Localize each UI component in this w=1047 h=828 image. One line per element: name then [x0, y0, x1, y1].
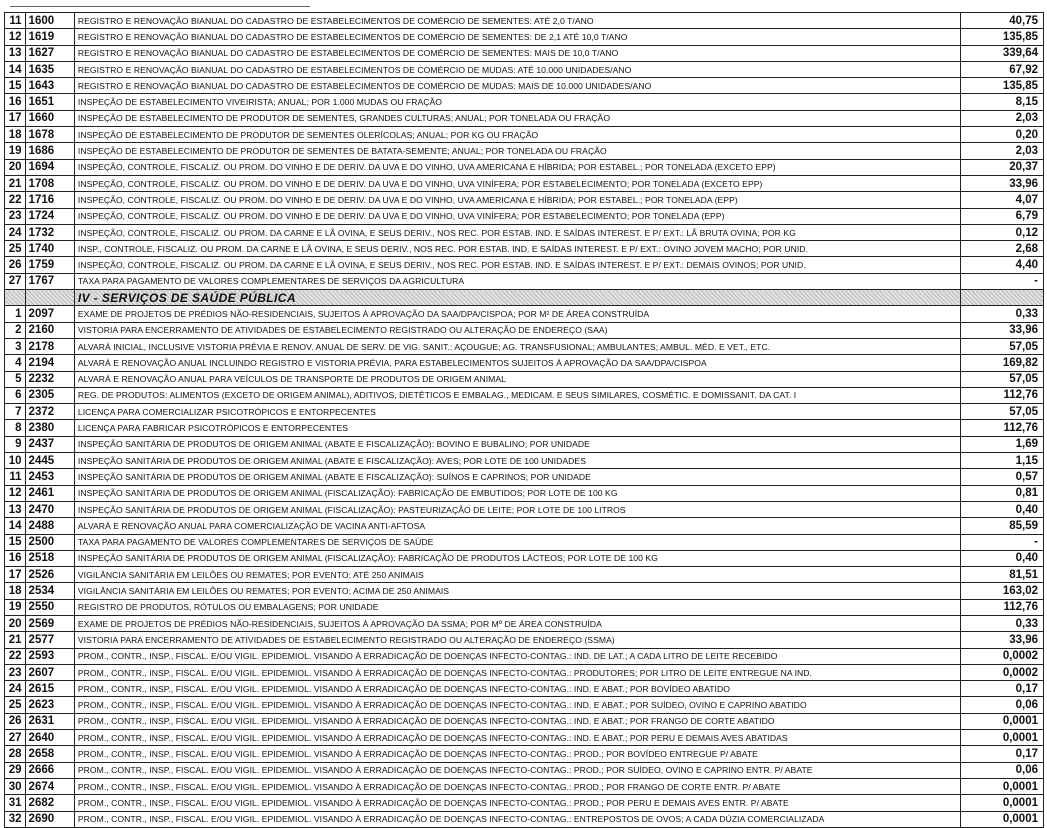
fee-value: 0,0001 — [960, 713, 1043, 729]
service-description: ALVARÁ E RENOVAÇÃO ANUAL PARA VEÍCULOS DE TRANSPORTE DE PRODUTOS DE ORIGEM ANIMAL — [74, 371, 960, 387]
fee-value: 135,85 — [960, 29, 1043, 45]
row-number: 8 — [5, 420, 26, 436]
service-description: ALVARÁ E RENOVAÇÃO ANUAL PARA COMERCIALIZAÇÃO DE VACINA ANTI-AFTOSA — [74, 518, 960, 534]
row-number: 16 — [5, 550, 26, 566]
service-code: 2445 — [25, 453, 74, 469]
table-row — [5, 387, 1044, 403]
table-row — [5, 453, 1044, 469]
service-description: LICENÇA PARA COMERCIALIZAR PSICOTRÓPICOS E ENTORPECENTES — [74, 404, 960, 420]
table-row — [5, 110, 1044, 126]
service-code: 2232 — [25, 371, 74, 387]
table-row — [5, 697, 1044, 713]
table-row — [5, 567, 1044, 583]
service-description: INSPEÇÃO, CONTROLE, FISCALIZ. OU PROM. DO VINHO E DE DERIV. DA UVA E DO VINHO, UVA VINÍFERA; POR ESTABELECIMENTO; POR TONELADA (EXCETO EPP) — [74, 175, 960, 191]
service-code: 1732 — [25, 224, 74, 240]
service-description: EXAME DE PROJETOS DE PRÉDIOS NÃO-RESIDENCIAIS, SUJEITOS À APROVAÇÃO DA SSMA; POR Mº DE ÁREA CONSTRUÍDA — [74, 615, 960, 631]
row-number: 18 — [5, 583, 26, 599]
service-description: PROM., CONTR., INSP., FISCAL. E/OU VIGIL. EPIDEMIOL. VISANDO À ERRADICAÇÃO DE DOENÇAS INFECTO-CONTAG.: PROD.; POR BOVÍDEO ENTREGUE P/ ABATE — [74, 746, 960, 762]
service-code: 1724 — [25, 208, 74, 224]
service-code: 1619 — [25, 29, 74, 45]
service-description: INSPEÇÃO SANITÁRIA DE PRODUTOS DE ORIGEM ANIMAL (FISCALIZAÇÃO): FABRICAÇÃO DE PRODUTOS LÁCTEOS; POR LOTE DE 100 KG — [74, 550, 960, 566]
fee-value: 0,40 — [960, 550, 1043, 566]
row-number: 1 — [5, 306, 26, 322]
fee-value: 20,37 — [960, 159, 1043, 175]
row-number: 25 — [5, 697, 26, 713]
row-number: 32 — [5, 811, 26, 827]
service-description: REGISTRO E RENOVAÇÃO BIANUAL DO CADASTRO DE ESTABELECIMENTOS DE COMÉRCIO DE MUDAS: MAIS DE 10.000 UNIDADES/ANO — [74, 78, 960, 94]
fee-value: 57,05 — [960, 371, 1043, 387]
fee-value: 0,33 — [960, 615, 1043, 631]
table-row — [5, 730, 1044, 746]
section-header-row — [5, 290, 1044, 306]
fee-value: 0,17 — [960, 681, 1043, 697]
service-description: PROM., CONTR., INSP., FISCAL. E/OU VIGIL. EPIDEMIOL. VISANDO À ERRADICAÇÃO DE DOENÇAS INFECTO-CONTAG.: IND. E ABAT.; POR SUÍDEO, OVINO E CAPRINO ABATIDO — [74, 697, 960, 713]
fee-value: 112,76 — [960, 599, 1043, 615]
table-row — [5, 501, 1044, 517]
fee-table-body — [5, 13, 1044, 828]
service-description: VIGILÂNCIA SANITÁRIA EM LEILÕES OU REMATES; POR EVENTO: ATÉ 250 ANIMAIS — [74, 567, 960, 583]
fee-value: 2,03 — [960, 110, 1043, 126]
table-row — [5, 811, 1044, 827]
fee-value: 0,57 — [960, 469, 1043, 485]
service-code: 1767 — [25, 273, 74, 289]
table-row — [5, 241, 1044, 257]
service-code: 2569 — [25, 615, 74, 631]
table-row — [5, 550, 1044, 566]
table-row — [5, 273, 1044, 289]
service-description: TAXA PARA PAGAMENTO DE VALORES COMPLEMENTARES DE SERVIÇOS DA AGRICULTURA — [74, 273, 960, 289]
fee-value: 112,76 — [960, 420, 1043, 436]
row-number: 28 — [5, 746, 26, 762]
row-number: 20 — [5, 615, 26, 631]
table-row — [5, 322, 1044, 338]
table-row — [5, 143, 1044, 159]
fee-value: 57,05 — [960, 404, 1043, 420]
service-code: 2615 — [25, 681, 74, 697]
service-code: 1651 — [25, 94, 74, 110]
table-row — [5, 94, 1044, 110]
row-number: 4 — [5, 355, 26, 371]
row-number: 16 — [5, 94, 26, 110]
service-description: PROM., CONTR., INSP., FISCAL. E/OU VIGIL. EPIDEMIOL. VISANDO À ERRADICAÇÃO DE DOENÇAS INFECTO-CONTAG.: IND. DE LAT.; A CADA LITRO DE LEITE RECEBIDO — [74, 648, 960, 664]
row-number: 5 — [5, 371, 26, 387]
service-code: 2593 — [25, 648, 74, 664]
row-number: 18 — [5, 127, 26, 143]
fee-value: 8,15 — [960, 94, 1043, 110]
row-number: 3 — [5, 338, 26, 354]
fee-value: 0,0002 — [960, 648, 1043, 664]
table-row — [5, 224, 1044, 240]
table-row — [5, 583, 1044, 599]
row-number: 19 — [5, 599, 26, 615]
service-description: TAXA PARA PAGAMENTO DE VALORES COMPLEMENTARES DE SERVIÇOS DE SAÚDE — [74, 534, 960, 550]
table-row — [5, 746, 1044, 762]
top-rule — [10, 0, 310, 7]
service-description: REG. DE PRODUTOS: ALIMENTOS (EXCETO DE ORIGEM ANIMAL), ADITIVOS, DIETÉTICOS E EMBALAG., MEDICAM. E SEUS SIMILARES, COSMÉTIC. E DOMISSANIT. DA CAT. I — [74, 387, 960, 403]
service-description: INSPEÇÃO, CONTROLE, FISCALIZ. OU PROM. DA CARNE E LÃ OVINA, E SEUS DERIV., NOS REC. POR ESTAB. IND. E SAÍDAS INTEREST. E P/ EXT.: LÃ BRUTA OVINA; POR KG — [74, 224, 960, 240]
table-row — [5, 78, 1044, 94]
fee-value: 0,0001 — [960, 811, 1043, 827]
service-code: 2194 — [25, 355, 74, 371]
table-row — [5, 681, 1044, 697]
table-row — [5, 29, 1044, 45]
table-row — [5, 371, 1044, 387]
service-code: 2526 — [25, 567, 74, 583]
fee-value: 67,92 — [960, 61, 1043, 77]
fee-value: 1,15 — [960, 453, 1043, 469]
row-number: 12 — [5, 29, 26, 45]
fee-value: 4,40 — [960, 257, 1043, 273]
row-number: 22 — [5, 648, 26, 664]
table-row — [5, 61, 1044, 77]
service-code: 2534 — [25, 583, 74, 599]
service-code: 1708 — [25, 175, 74, 191]
service-description: REGISTRO E RENOVAÇÃO BIANUAL DO CADASTRO DE ESTABELECIMENTOS DE COMÉRCIO DE SEMENTES: ATÉ 2,0 T/ANO — [74, 13, 960, 29]
service-description: INSPEÇÃO SANITÁRIA DE PRODUTOS DE ORIGEM ANIMAL (FISCALIZAÇÃO): PASTEURIZAÇÃO DE LEITE; POR LOTE DE 100 LITROS — [74, 501, 960, 517]
row-number: 17 — [5, 110, 26, 126]
table-row — [5, 404, 1044, 420]
service-description: INSPEÇÃO DE ESTABELECIMENTO DE PRODUTOR DE SEMENTES OLERÍCOLAS; ANUAL; POR KG OU FRAÇÃO — [74, 127, 960, 143]
fee-value: 163,02 — [960, 583, 1043, 599]
row-number: 12 — [5, 485, 26, 501]
service-description: INSPEÇÃO, CONTROLE, FISCALIZ. OU PROM. DA CARNE E LÃ OVINA, E SEUS DERIV., NOS REC. POR ESTAB. IND. E SAÍDAS INTEREST. E P/ EXT.: DEMAIS OVINOS; POR UNID. — [74, 257, 960, 273]
table-row — [5, 534, 1044, 550]
row-number: 23 — [5, 664, 26, 680]
service-description: PROM., CONTR., INSP., FISCAL. E/OU VIGIL. EPIDEMIOL. VISANDO À ERRADICAÇÃO DE DOENÇAS INFECTO-CONTAG.: IND. E ABAT.; POR FRANGO DE CORTE ABATIDO — [74, 713, 960, 729]
service-code: 2674 — [25, 778, 74, 794]
service-code: 2461 — [25, 485, 74, 501]
service-description: INSPEÇÃO DE ESTABELECIMENTO DE PRODUTOR DE SEMENTES, GRANDES CULTURAS; ANUAL; POR TONELADA OU FRAÇÃO — [74, 110, 960, 126]
row-number: 13 — [5, 501, 26, 517]
fee-value: 6,79 — [960, 208, 1043, 224]
section-blank-cell — [5, 290, 26, 306]
fee-value: 1,69 — [960, 436, 1043, 452]
table-row — [5, 159, 1044, 175]
service-description: ALVARÁ E RENOVAÇÃO ANUAL INCLUINDO REGISTRO E VISTORIA PRÉVIA, PARA ESTABELECIMENTOS SUJEITOS À APROVAÇÃO DA SAA/DPA/CISPOA — [74, 355, 960, 371]
row-number: 2 — [5, 322, 26, 338]
service-code: 1600 — [25, 13, 74, 29]
service-description: PROM., CONTR., INSP., FISCAL. E/OU VIGIL. EPIDEMIOL. VISANDO À ERRADICAÇÃO DE DOENÇAS INFECTO-CONTAG.: ENTREPOSTOS DE OVOS; A CADA DÚZIA COMERCIALIZADA — [74, 811, 960, 827]
service-description: VIGILÂNCIA SANITÁRIA EM LEILÕES OU REMATES; POR EVENTO: ACIMA DE 250 ANIMAIS — [74, 583, 960, 599]
row-number: 22 — [5, 192, 26, 208]
table-row — [5, 648, 1044, 664]
table-row — [5, 469, 1044, 485]
service-description: VISTORIA PARA ENCERRAMENTO DE ATIVIDADES DE ESTABELECIMENTO REGISTRADO OU ALTERAÇÃO DE ENDEREÇO (SSMA) — [74, 632, 960, 648]
row-number: 27 — [5, 273, 26, 289]
service-description: LICENÇA PARA FABRICAR PSICOTRÓPICOS E ENTORPECENTES — [74, 420, 960, 436]
service-description: PROM., CONTR., INSP., FISCAL. E/OU VIGIL. EPIDEMIOL. VISANDO À ERRADICAÇÃO DE DOENÇAS INFECTO-CONTAG.: IND. E ABAT.; POR BOVÍDEO ABATIDO — [74, 681, 960, 697]
table-row — [5, 518, 1044, 534]
fee-value: 0,12 — [960, 224, 1043, 240]
row-number: 14 — [5, 518, 26, 534]
table-row — [5, 45, 1044, 61]
service-description: INSPEÇÃO, CONTROLE, FISCALIZ. OU PROM. DO VINHO E DE DERIV. DA UVA E DO VINHO, UVA AMERICANA E HÍBRIDA; POR ESTABEL.; POR TONELADA (EPP) — [74, 192, 960, 208]
service-code: 1635 — [25, 61, 74, 77]
fee-table — [4, 12, 1044, 828]
service-description: REGISTRO E RENOVAÇÃO BIANUAL DO CADASTRO DE ESTABELECIMENTOS DE COMÉRCIO DE SEMENTES: DE 2,1 ATÉ 10,0 T/ANO — [74, 29, 960, 45]
table-row — [5, 257, 1044, 273]
fee-value: 0,0001 — [960, 795, 1043, 811]
table-row — [5, 192, 1044, 208]
service-description: INSPEÇÃO, CONTROLE, FISCALIZ. OU PROM. DO VINHO E DE DERIV. DA UVA E DO VINHO, UVA AMERICANA E HÍBRIDA; POR ESTABEL.; POR TONELADA (EXCETO EPP) — [74, 159, 960, 175]
table-row — [5, 208, 1044, 224]
service-code: 2577 — [25, 632, 74, 648]
service-code: 2682 — [25, 795, 74, 811]
table-row — [5, 175, 1044, 191]
service-code: 2550 — [25, 599, 74, 615]
fee-value: 0,81 — [960, 485, 1043, 501]
table-row — [5, 306, 1044, 322]
row-number: 24 — [5, 681, 26, 697]
service-description: PROM., CONTR., INSP., FISCAL. E/OU VIGIL. EPIDEMIOL. VISANDO À ERRADICAÇÃO DE DOENÇAS INFECTO-CONTAG.: IND. E ABAT.; POR PERU E DEMAIS AVES ABATIDAS — [74, 730, 960, 746]
service-code: 1694 — [25, 159, 74, 175]
service-code: 2666 — [25, 762, 74, 778]
service-code: 1686 — [25, 143, 74, 159]
fee-value: 0,17 — [960, 746, 1043, 762]
fee-value: 57,05 — [960, 338, 1043, 354]
fee-value: 2,68 — [960, 241, 1043, 257]
fee-value: 4,07 — [960, 192, 1043, 208]
service-code: 2658 — [25, 746, 74, 762]
row-number: 15 — [5, 78, 26, 94]
service-code: 1643 — [25, 78, 74, 94]
table-row — [5, 338, 1044, 354]
service-description: INSPEÇÃO DE ESTABELECIMENTO VIVEIRISTA; ANUAL; POR 1.000 MUDAS OU FRAÇÃO — [74, 94, 960, 110]
service-code: 1660 — [25, 110, 74, 126]
service-code: 1627 — [25, 45, 74, 61]
service-code: 2518 — [25, 550, 74, 566]
row-number: 14 — [5, 61, 26, 77]
row-number: 13 — [5, 45, 26, 61]
fee-value: 0,0001 — [960, 730, 1043, 746]
service-code: 2372 — [25, 404, 74, 420]
service-code: 2178 — [25, 338, 74, 354]
table-row — [5, 485, 1044, 501]
row-number: 6 — [5, 387, 26, 403]
table-row — [5, 664, 1044, 680]
table-row — [5, 599, 1044, 615]
service-code: 2488 — [25, 518, 74, 534]
row-number: 11 — [5, 469, 26, 485]
service-code: 2640 — [25, 730, 74, 746]
fee-value: 33,96 — [960, 322, 1043, 338]
service-code: 2500 — [25, 534, 74, 550]
table-row — [5, 127, 1044, 143]
service-description: PROM., CONTR., INSP., FISCAL. E/OU VIGIL. EPIDEMIOL. VISANDO À ERRADICAÇÃO DE DOENÇAS INFECTO-CONTAG.: PROD.; POR FRANGO DE CORTE ENTR. P/ ABATE — [74, 778, 960, 794]
section-blank-cell — [25, 290, 74, 306]
fee-value: 2,03 — [960, 143, 1043, 159]
fee-value: 135,85 — [960, 78, 1043, 94]
service-code: 2160 — [25, 322, 74, 338]
table-row — [5, 355, 1044, 371]
service-code: 2453 — [25, 469, 74, 485]
service-code: 2607 — [25, 664, 74, 680]
service-description: PROM., CONTR., INSP., FISCAL. E/OU VIGIL. EPIDEMIOL. VISANDO À ERRADICAÇÃO DE DOENÇAS INFECTO-CONTAG.: PROD.; POR PERU E DEMAIS AVES ENTR. P/ ABATE — [74, 795, 960, 811]
table-row — [5, 778, 1044, 794]
fee-value: 85,59 — [960, 518, 1043, 534]
fee-value: 169,82 — [960, 355, 1043, 371]
service-code: 1759 — [25, 257, 74, 273]
service-description: REGISTRO E RENOVAÇÃO BIANUAL DO CADASTRO DE ESTABELECIMENTOS DE COMÉRCIO DE SEMENTES: MAIS DE 10,0 T/ANO — [74, 45, 960, 61]
service-code: 2097 — [25, 306, 74, 322]
service-description: INSPEÇÃO, CONTROLE, FISCALIZ. OU PROM. DO VINHO E DE DERIV. DA UVA E DO VINHO, UVA VINÍFERA; POR ESTABELECIMENTO; POR TONELADA (EPP) — [74, 208, 960, 224]
row-number: 26 — [5, 713, 26, 729]
service-description: INSPEÇÃO SANITÁRIA DE PRODUTOS DE ORIGEM ANIMAL (FISCALIZAÇÃO): FABRICAÇÃO DE EMBUTIDOS; POR LOTE DE 100 KG — [74, 485, 960, 501]
table-row — [5, 795, 1044, 811]
row-number: 23 — [5, 208, 26, 224]
row-number: 30 — [5, 778, 26, 794]
service-code: 1740 — [25, 241, 74, 257]
fee-value: - — [960, 534, 1043, 550]
service-code: 2380 — [25, 420, 74, 436]
row-number: 19 — [5, 143, 26, 159]
table-row — [5, 713, 1044, 729]
row-number: 10 — [5, 453, 26, 469]
table-row — [5, 632, 1044, 648]
fee-value: 0,0001 — [960, 778, 1043, 794]
service-description: INSPEÇÃO SANITÁRIA DE PRODUTOS DE ORIGEM ANIMAL (ABATE E FISCALIZAÇÃO): SUÍNOS E CAPRINOS; POR UNIDADE — [74, 469, 960, 485]
row-number: 29 — [5, 762, 26, 778]
service-code: 2305 — [25, 387, 74, 403]
fee-value: 0,0002 — [960, 664, 1043, 680]
service-code: 2690 — [25, 811, 74, 827]
table-row — [5, 13, 1044, 29]
row-number: 21 — [5, 175, 26, 191]
row-number: 20 — [5, 159, 26, 175]
row-number: 25 — [5, 241, 26, 257]
service-code: 1716 — [25, 192, 74, 208]
fee-value: 0,40 — [960, 501, 1043, 517]
service-description: PROM., CONTR., INSP., FISCAL. E/OU VIGIL. EPIDEMIOL. VISANDO À ERRADICAÇÃO DE DOENÇAS INFECTO-CONTAG.: PROD.; POR SUÍDEO, OVINO E CAPRINO ENTR. P/ ABATE — [74, 762, 960, 778]
service-description: ALVARÁ INICIAL, INCLUSIVE VISTORIA PRÉVIA E RENOV. ANUAL DE SERV. DE VIG. SANIT.: AÇOUGUE; AG. TRANSFUSIONAL; AMBULANTES; AMBUL. MÉD. E VET., ETC. — [74, 338, 960, 354]
row-number: 24 — [5, 224, 26, 240]
row-number: 15 — [5, 534, 26, 550]
service-code: 2470 — [25, 501, 74, 517]
row-number: 17 — [5, 567, 26, 583]
row-number: 7 — [5, 404, 26, 420]
section-blank-cell — [960, 290, 1043, 306]
fee-value: 112,76 — [960, 387, 1043, 403]
row-number: 31 — [5, 795, 26, 811]
document-page — [4, 0, 1044, 824]
service-description: INSPEÇÃO SANITÁRIA DE PRODUTOS DE ORIGEM ANIMAL (ABATE E FISCALIZAÇÃO): AVES; POR LOTE DE 100 UNIDADES — [74, 453, 960, 469]
fee-value: - — [960, 273, 1043, 289]
service-code: 2623 — [25, 697, 74, 713]
fee-value: 40,75 — [960, 13, 1043, 29]
service-description: EXAME DE PROJETOS DE PRÉDIOS NÃO-RESIDENCIAIS, SUJEITOS À APROVAÇÃO DA SAA/DPA/CISPOA; POR M² DE ÁREA CONSTRUÍDA — [74, 306, 960, 322]
fee-value: 339,64 — [960, 45, 1043, 61]
row-number: 11 — [5, 13, 26, 29]
service-code: 2437 — [25, 436, 74, 452]
service-description: REGISTRO DE PRODUTOS, RÓTULOS OU EMBALAGENS; POR UNIDADE — [74, 599, 960, 615]
table-row — [5, 615, 1044, 631]
row-number: 27 — [5, 730, 26, 746]
service-description: INSP., CONTROLE, FISCALIZ. OU PROM. DA CARNE E LÃ OVINA, E SEUS DERIV., NOS REC. POR ESTAB. IND. E SAÍDAS INTEREST. E P/ EXT.: OVINO JOVEM MACHO; POR UNID. — [74, 241, 960, 257]
fee-value: 0,33 — [960, 306, 1043, 322]
fee-value: 33,96 — [960, 632, 1043, 648]
service-code: 2631 — [25, 713, 74, 729]
service-description: INSPEÇÃO SANITÁRIA DE PRODUTOS DE ORIGEM ANIMAL (ABATE E FISCALIZAÇÃO): BOVINO E BUBALINO; POR UNIDADE — [74, 436, 960, 452]
section-title: IV - SERVIÇOS DE SAÚDE PÚBLICA — [74, 290, 960, 306]
table-row — [5, 420, 1044, 436]
fee-value: 81,51 — [960, 567, 1043, 583]
table-row — [5, 762, 1044, 778]
service-description: VISTORIA PARA ENCERRAMENTO DE ATIVIDADES DE ESTABELECIMENTO REGISTRADO OU ALTERAÇÃO DE ENDEREÇO (SAA) — [74, 322, 960, 338]
fee-value: 0,06 — [960, 697, 1043, 713]
service-code: 1678 — [25, 127, 74, 143]
row-number: 21 — [5, 632, 26, 648]
fee-value: 0,20 — [960, 127, 1043, 143]
service-description: REGISTRO E RENOVAÇÃO BIANUAL DO CADASTRO DE ESTABELECIMENTOS DE COMÉRCIO DE MUDAS: ATÉ 10.000 UNIDADES/ANO — [74, 61, 960, 77]
fee-value: 0,06 — [960, 762, 1043, 778]
row-number: 9 — [5, 436, 26, 452]
table-row — [5, 436, 1044, 452]
fee-value: 33,96 — [960, 175, 1043, 191]
service-description: PROM., CONTR., INSP., FISCAL. E/OU VIGIL. EPIDEMIOL. VISANDO À ERRADICAÇÃO DE DOENÇAS INFECTO-CONTAG.: PRODUTORES; POR LITRO DE LEITE ENTREGUE NA IND. — [74, 664, 960, 680]
service-description: INSPEÇÃO DE ESTABELECIMENTO DE PRODUTOR DE SEMENTES DE BATATA-SEMENTE; ANUAL; POR TONELADA OU FRAÇÃO — [74, 143, 960, 159]
row-number: 26 — [5, 257, 26, 273]
